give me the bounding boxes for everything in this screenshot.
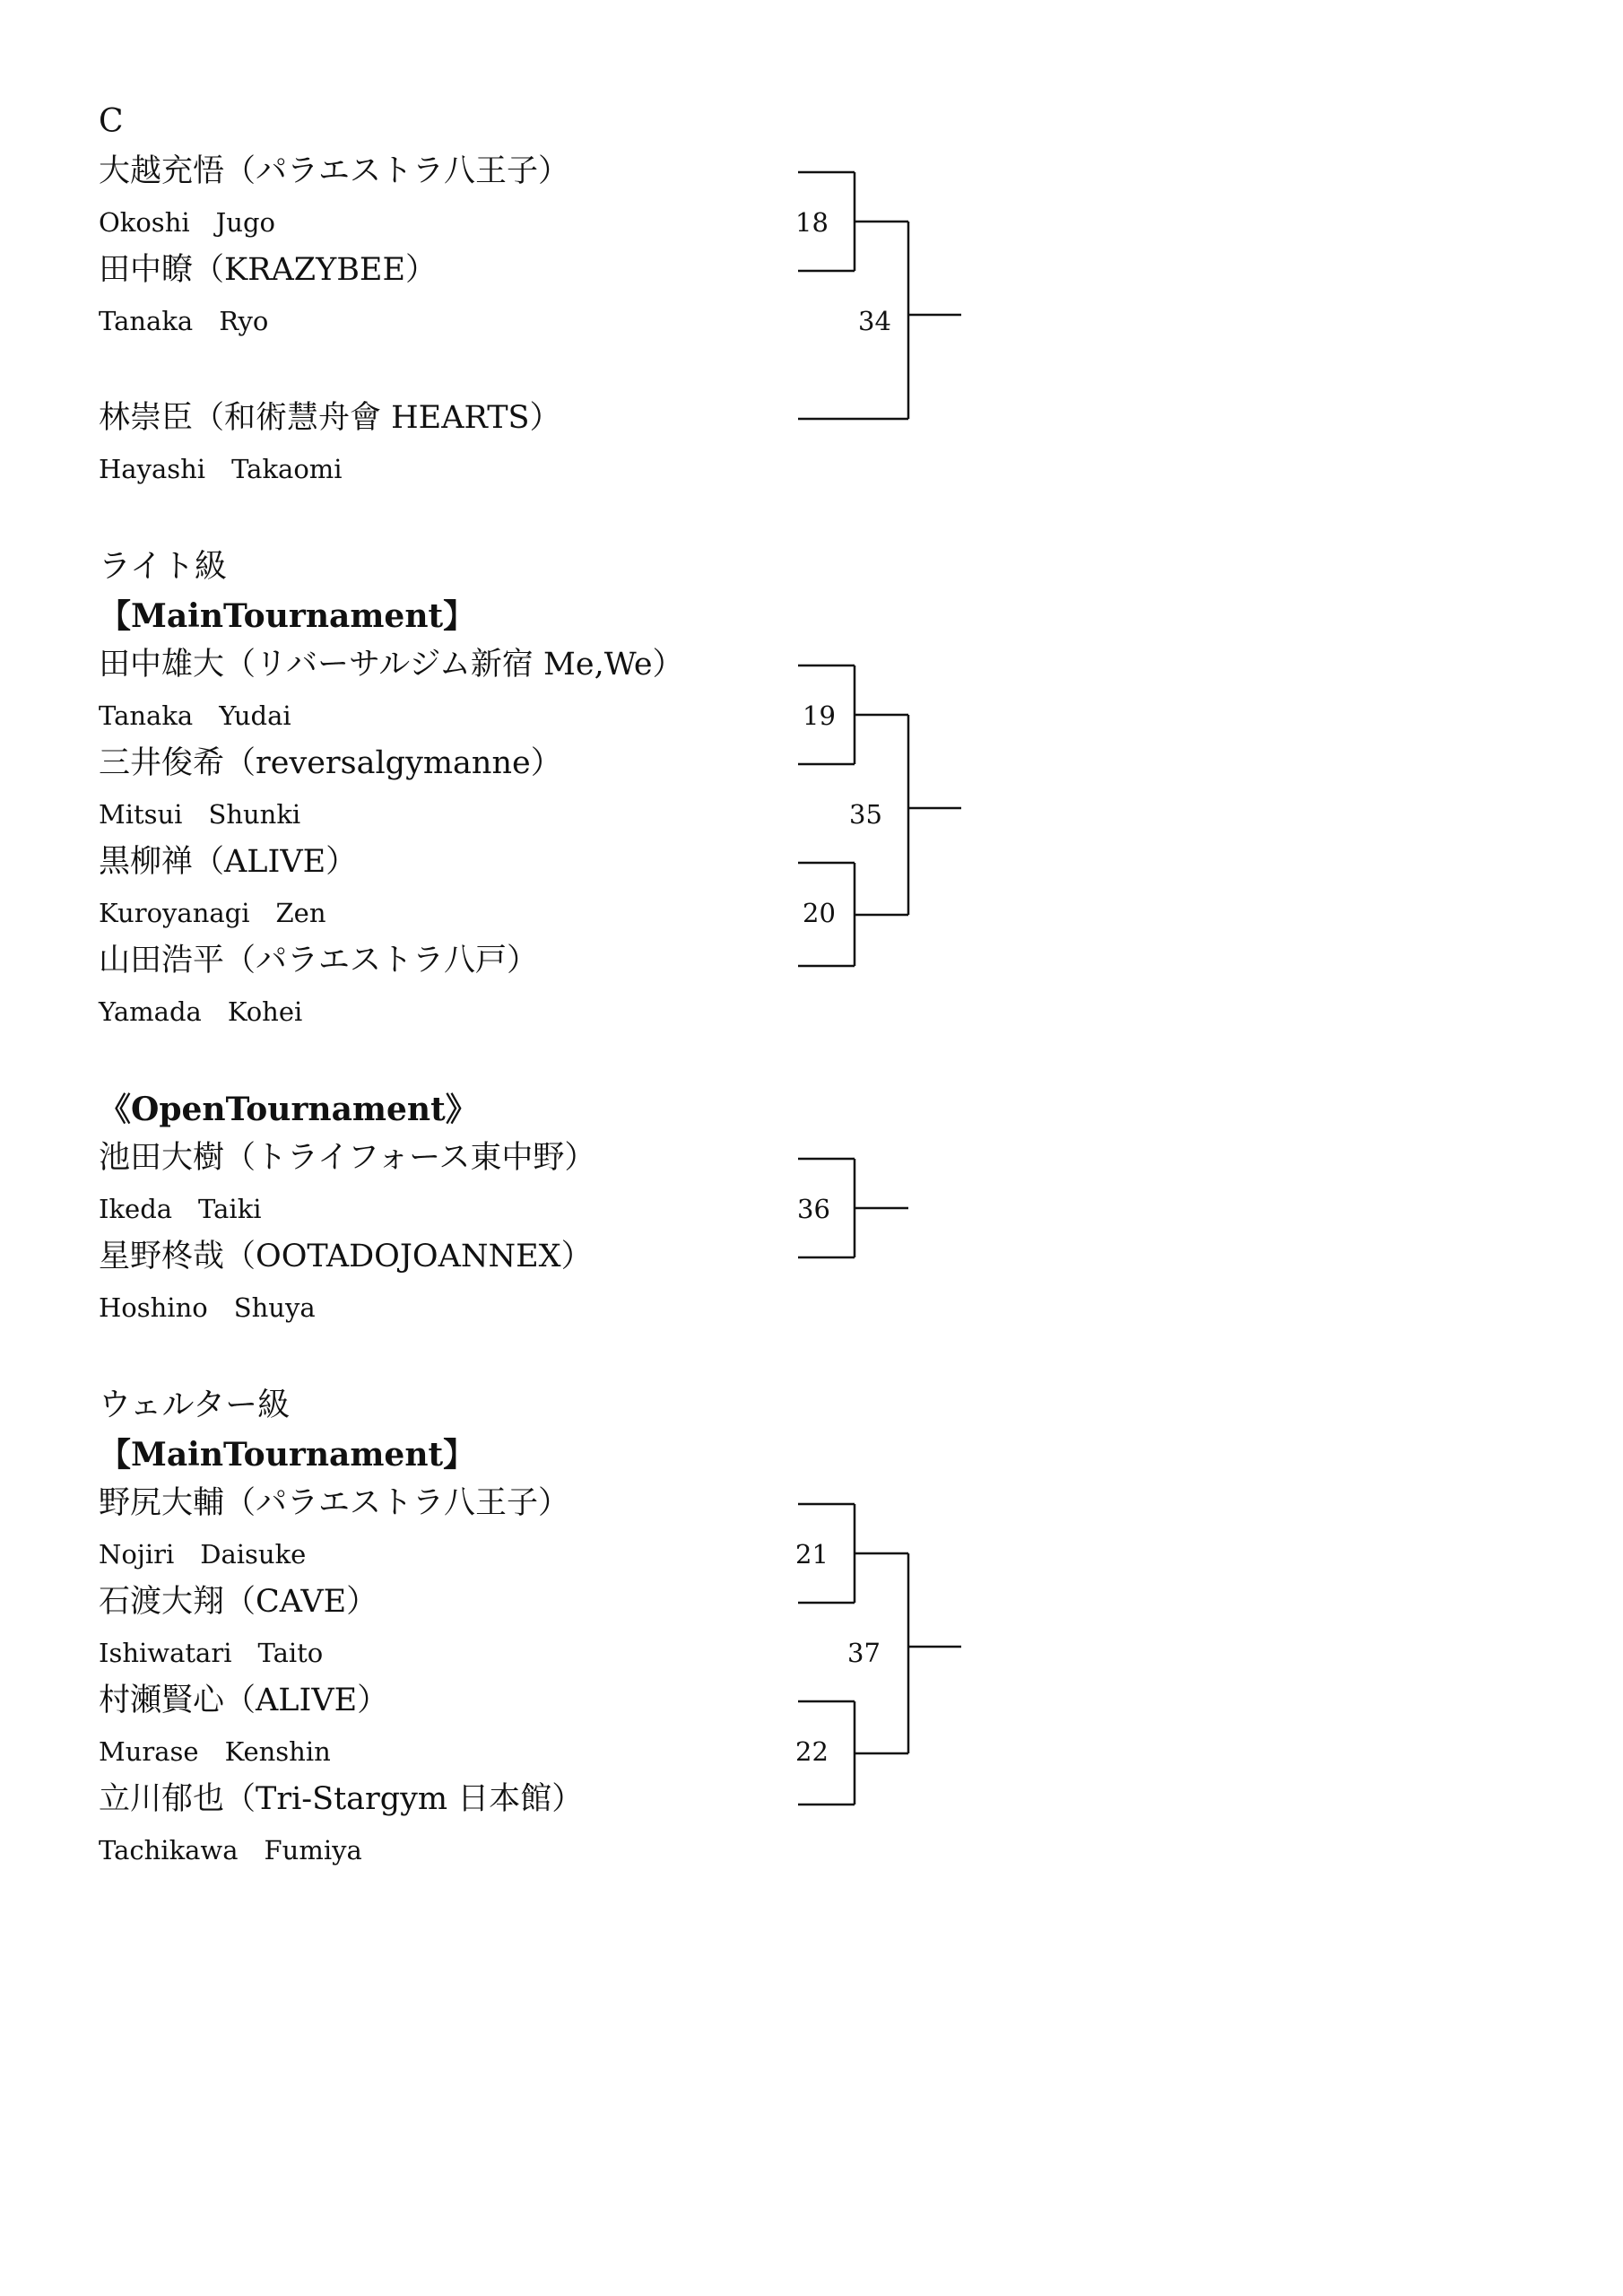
section-title: ウェルター級 — [99, 1387, 291, 1423]
match-number: 34 — [858, 306, 891, 336]
bracket-match-21 — [798, 1504, 855, 1603]
competitor-name-jp: 石渡大翔（CAVE） — [99, 1584, 378, 1620]
match-number: 35 — [849, 799, 882, 830]
tournament-label: 《OpenTournament》 — [99, 1091, 478, 1128]
bracket-match-18 — [798, 172, 855, 271]
competitor-name-jp: 星野柊哉（OOTADOJOANNEX） — [99, 1239, 593, 1274]
match-number: 18 — [795, 207, 829, 238]
match-number: 20 — [803, 898, 836, 928]
competitor-name-jp: 黒柳禅（ALIVE） — [99, 844, 358, 880]
match-number: 21 — [795, 1539, 829, 1570]
bracket-match-19 — [798, 665, 855, 764]
bracket-match-34 — [798, 222, 961, 419]
competitor-name-en: Hayashi Takaomi — [99, 454, 343, 484]
bracket-match-22 — [798, 1701, 855, 1805]
competitor-name-jp: 野尻大輔（パラエストラ八王子） — [99, 1485, 570, 1521]
competitor-name-jp: 村瀬賢心（ALIVE） — [99, 1683, 389, 1718]
match-number: 37 — [847, 1638, 881, 1668]
match-number: 22 — [795, 1736, 829, 1767]
competitor-name-jp: 三井俊希（reversalgymanne） — [99, 745, 562, 781]
tournament-label: 【MainTournament】 — [99, 597, 476, 635]
competitor-name-jp: 田中瞭（KRAZYBEE） — [99, 252, 438, 288]
competitor-name-en: Murase Kenshin — [99, 1736, 331, 1767]
competitor-name-en: Okoshi Jugo — [99, 207, 275, 238]
competitor-name-en: Yamada Kohei — [99, 996, 303, 1027]
bracket-match-37 — [855, 1553, 961, 1753]
section-title: C — [99, 103, 124, 140]
competitor-name-en: Tanaka Yudai — [99, 700, 291, 731]
section-title: ライト級 — [99, 548, 227, 585]
match-number: 19 — [803, 700, 836, 731]
bracket-match-36 — [798, 1159, 908, 1257]
bracket-match-20 — [798, 863, 855, 966]
competitor-name-en: Hoshino Shuya — [99, 1292, 316, 1323]
competitor-name-jp: 田中雄大（リバーサルジム新宿 Me,We） — [99, 647, 684, 683]
competitor-name-en: Tanaka Ryo — [99, 306, 269, 336]
competitor-name-en: Kuroyanagi Zen — [99, 898, 326, 928]
competitor-name-en: Nojiri Daisuke — [99, 1539, 307, 1570]
competitor-name-en: Ishiwatari Taito — [99, 1638, 324, 1668]
match-number: 36 — [797, 1194, 830, 1224]
tournament-label: 【MainTournament】 — [99, 1436, 476, 1474]
competitor-name-en: Ikeda Taiki — [99, 1194, 262, 1224]
competitor-name-jp: 山田浩平（パラエストラ八戸） — [99, 943, 539, 978]
competitor-name-jp: 林崇臣（和術慧舟會 HEARTS） — [99, 400, 561, 436]
competitor-name-jp: 立川郁也（Tri-Stargym 日本館） — [99, 1781, 584, 1817]
bracket-match-35 — [855, 715, 961, 915]
competitor-name-en: Tachikawa Fumiya — [99, 1835, 362, 1866]
competitor-name-jp: 大越充悟（パラエストラ八王子） — [99, 153, 570, 189]
competitor-name-en: Mitsui Shunki — [99, 799, 301, 830]
competitor-name-jp: 池田大樹（トライフォース東中野） — [99, 1140, 596, 1176]
